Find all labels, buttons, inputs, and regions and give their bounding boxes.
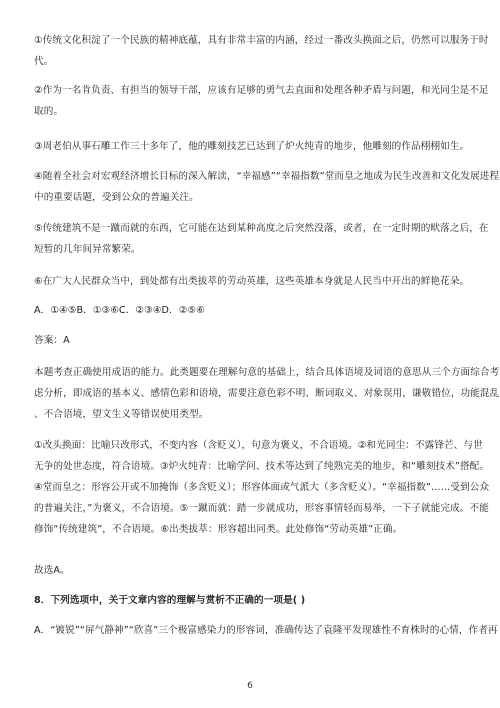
text-line: ①改头换面：比喻只改形式，不变内容（含贬义），句意为褒义，不合语境。②和光同尘：不露锋芒、与世 [34, 440, 483, 451]
conclusion-line [34, 560, 470, 581]
text-line: 的普遍关注，”为褒义，不合语境。⑤一蹴而就：踏一步就成功，形容事情轻而易举，一下子就能完成。不能 [34, 503, 489, 514]
paragraph-item-6 [34, 271, 470, 292]
text-line: A．①④⑤B．①③⑥C．②③④D．②⑤⑥ [34, 305, 205, 316]
answer-options [34, 300, 470, 321]
question-8-option-a [34, 620, 498, 641]
paragraph-item-1 [34, 30, 489, 72]
page-number: 6 [247, 681, 253, 691]
text-line: 本题考查正确使用成语的能力。此类题要在理解句意的基础上，结合具体语境及词语的意思从三个方面综合考 [34, 367, 500, 378]
explanation-paragraph [34, 435, 490, 540]
text-line: 8．下列选项中，关于文章内容的理解与赏析不正确的一项是( ) [34, 595, 306, 606]
text-line: 取的。 [34, 106, 64, 117]
text-line: ③周老伯从事石雕工作三十多年了，他的雕刻技艺已达到了炉火纯青的地步，他雕刻的作品栩栩如生。 [34, 141, 470, 152]
text-line: 答案：A [34, 335, 70, 346]
paragraph-item-4 [34, 166, 500, 208]
text-line: 无争的处世态度，符合语境。③炉火纯青：比喻学问、技术等达到了纯熟完美的地步，和“雕刻技术”搭配。 [34, 461, 490, 472]
paragraph-item-5 [34, 218, 489, 260]
text-line: ⑥在广大人民群众当中，到处都有出类拔萃的劳动英雄，这些英雄本身就是人民当中开出的鲜艳花朵。 [34, 276, 470, 287]
answer-line [34, 330, 470, 351]
text-line: 故选A。 [34, 565, 70, 576]
text-line: 、不合语境，望文生义等错误使用类型。 [34, 409, 209, 420]
text-line: 修饰“传统建筑”，不合语境。⑥出类拔萃：形容超出同类。此处修饰“劳动英雄”正确。 [34, 524, 403, 535]
analysis-paragraph [34, 362, 500, 425]
text-line: 短暂的几年间异常繁荣。 [34, 244, 141, 255]
text-line: A．“镀锐”“屏气静神”“欣喜”三个极富感染力的形容词，准确传达了袁隆平发现雄性不育株时的心情，作者再 [34, 625, 498, 636]
question-8-title [34, 590, 470, 611]
text-line: ④堂而皇之：形容公开或不加掩饰（多含贬义）；形容体面或气派大（多含贬义）。“幸福指数”……受到公众 [34, 482, 490, 493]
paragraph-item-2 [34, 80, 489, 122]
text-line: ④随着全社会对宏观经济增长目标的深入解读，“幸福感”“幸福指数”堂而皇之地成为民生改善和文化发展进程 [34, 171, 500, 182]
text-line: 中的重要话题，受到公众的普遍关注。 [34, 192, 199, 203]
text-line: ②作为一名肯负责、有担当的领导干部，应该有足够的勇气去直面和处理各种矛盾与问题，和光同尘是不足 [34, 85, 489, 96]
text-line: ⑤传统建筑不是一蹴而就的东西，它可能在达到某种高度之后突然没落，或者，在一定时期的畎落之后，在 [34, 223, 489, 234]
paragraph-item-3 [34, 136, 470, 157]
text-line: 虑分析，即成语的基本义、感情色彩和语境，需要注意色彩不明、断词取义、对象误用，谦敬错位，功能混乱 [34, 388, 500, 399]
text-line: ①传统文化积淀了一个民族的精神底蕴，具有非常丰富的内涵，经过一番改头换面之后，仍然可以服务于时 [34, 35, 489, 46]
text-line: 代。 [34, 56, 54, 67]
